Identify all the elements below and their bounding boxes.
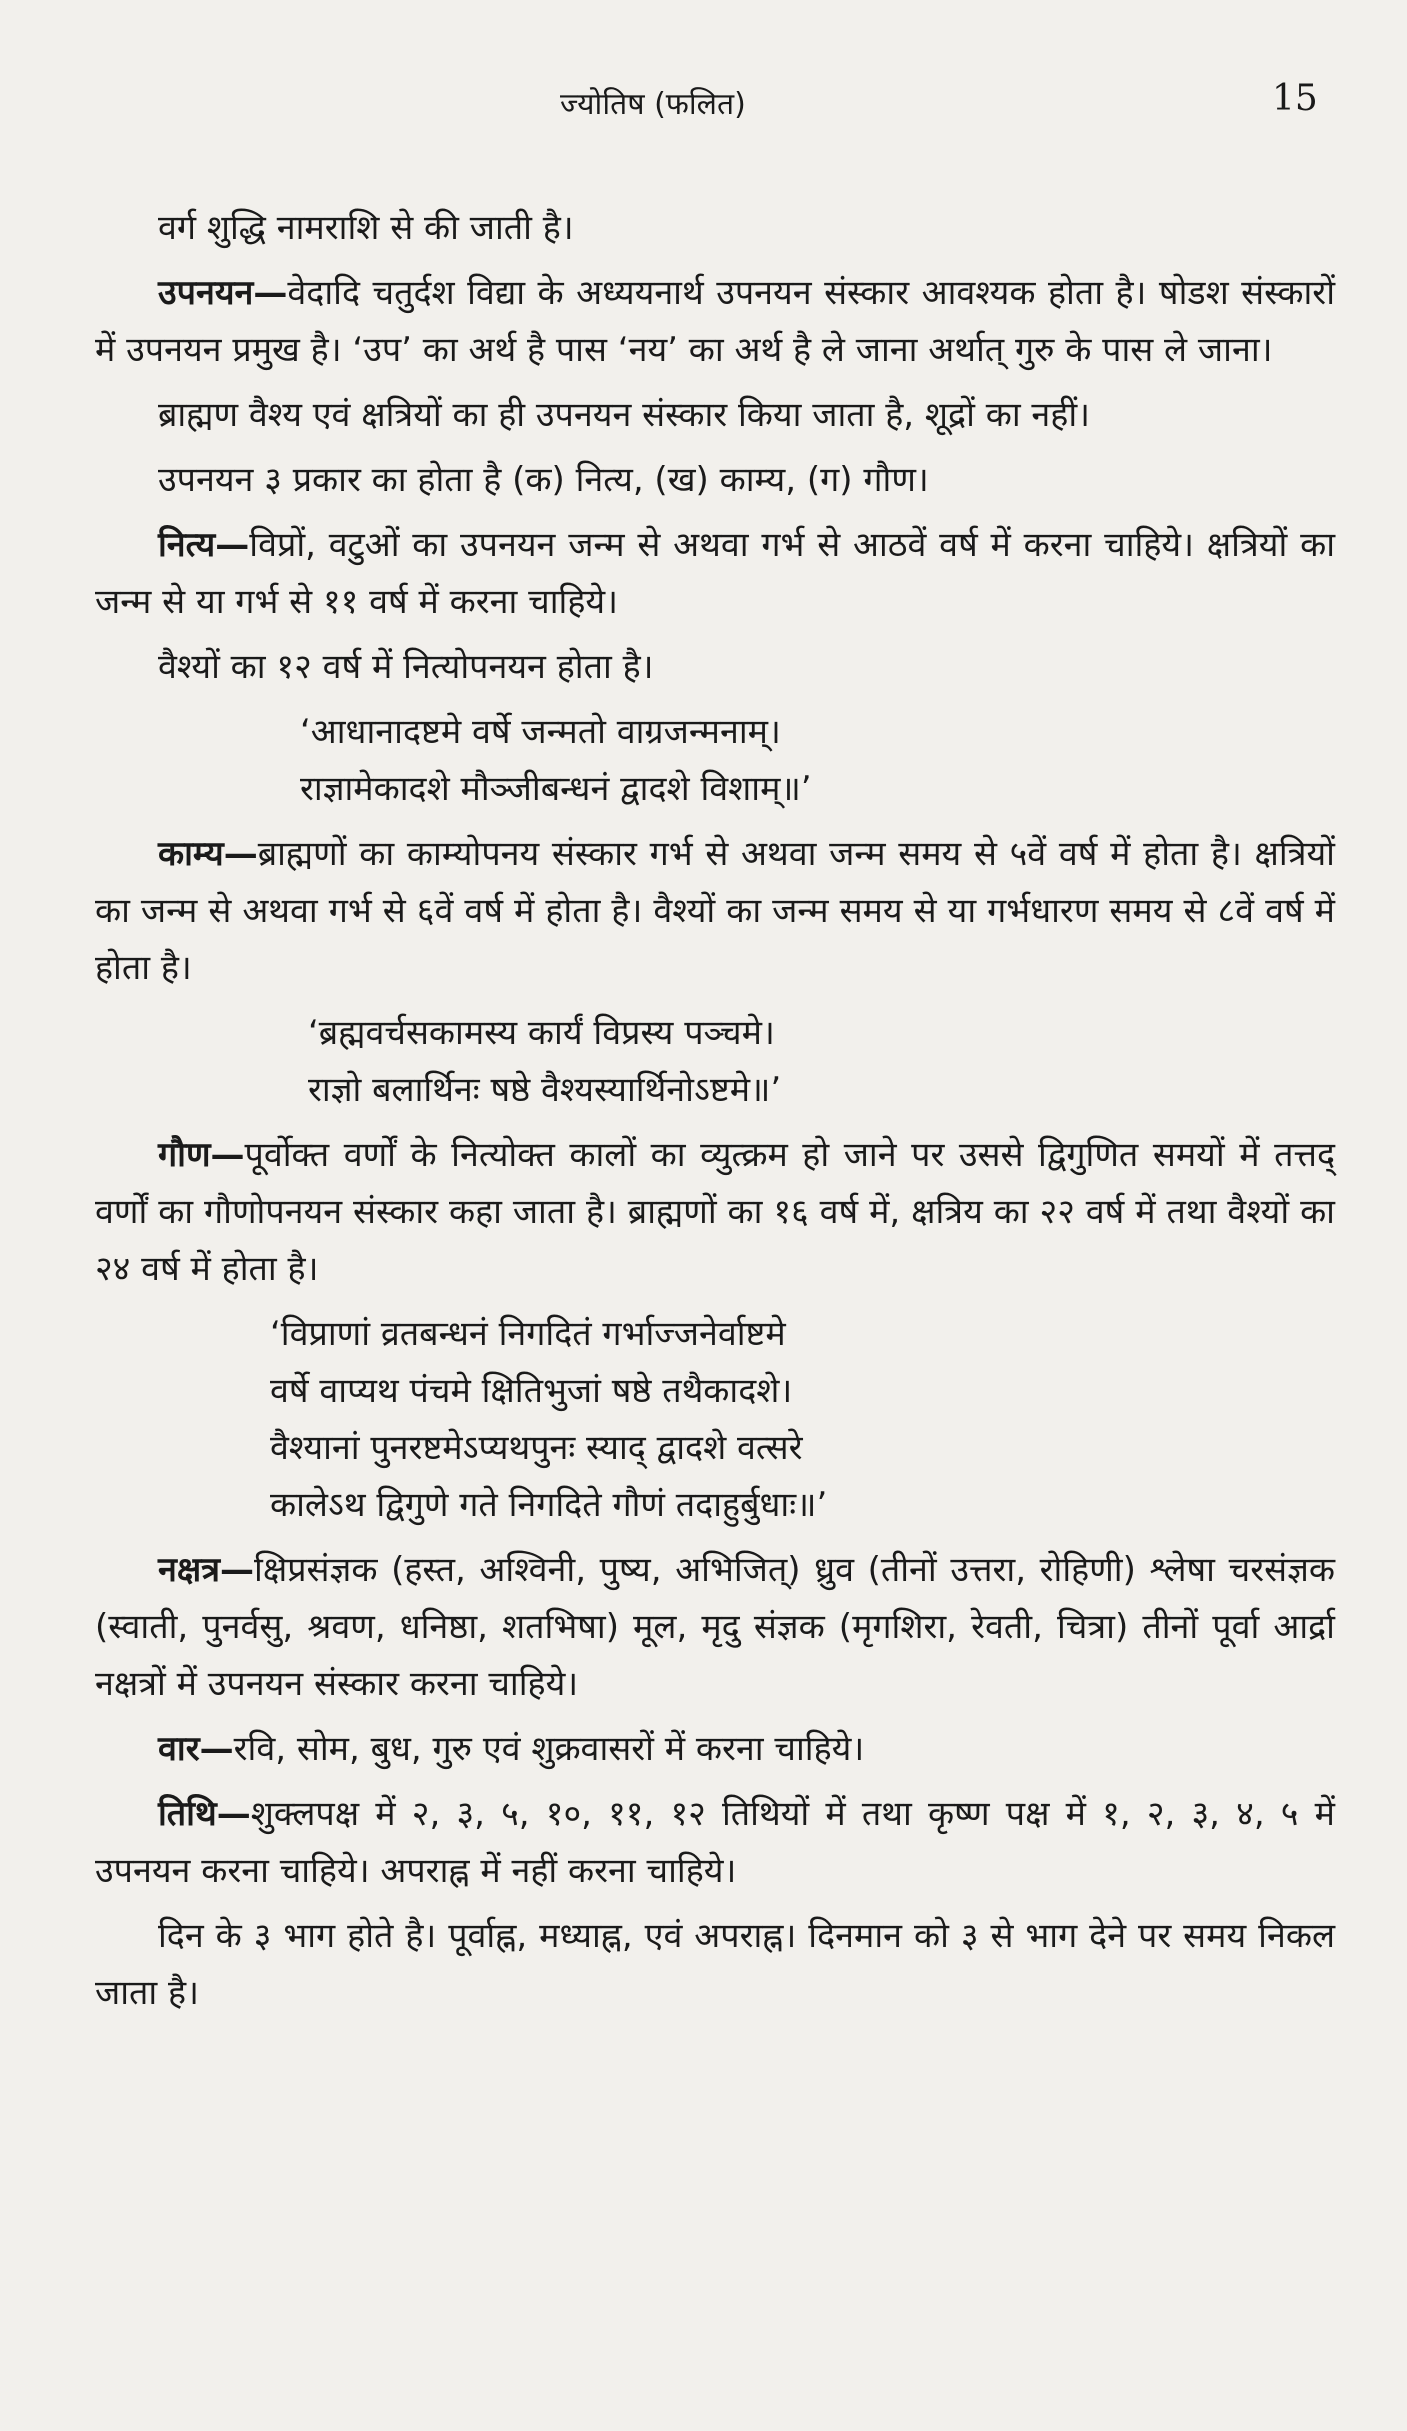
shloka-2-line-1: ‘ब्रह्मवर्चसकामस्य कार्यं विप्रस्य पञ्चमे। bbox=[308, 1013, 775, 1053]
paragraph-varga-shuddhi: वर्ग शुद्धि नामराशि से की जाती है। bbox=[158, 208, 574, 248]
shloka-1-line-1: ‘आधानादष्टमे वर्षे जन्मतो वाग्रजन्मनाम्। bbox=[300, 712, 781, 752]
text-vaar: रवि, सोम, बुध, गुरु एवं शुक्रवासरों में करना चाहिये। bbox=[233, 1729, 865, 1769]
paragraph-vaar bbox=[95, 1721, 1335, 1778]
page-body bbox=[95, 200, 1335, 2030]
shloka-2 bbox=[95, 1005, 1335, 1119]
text-gauna: पूर्वोक्त वर्णों के नित्योक्त कालों का व्युत्क्रम हो जाने पर उससे द्विगुणित समयों में तत्तद् वर्णों का गौणोपनयन संस्कार कहा जाता है। ब्राह्मणों का १६ वर्ष में, क्षत्रिय का २२ वर्ष में तथा वैश्यों का २४ वर्ष में होता है। bbox=[95, 1135, 1335, 1289]
shloka-2-line-2: राज्ञो बलार्थिनः षष्ठे वैश्यस्यार्थिनोऽष्टमे॥’ bbox=[308, 1070, 782, 1110]
paragraph-upanayan bbox=[95, 265, 1335, 379]
heading-upanayan: उपनयन— bbox=[158, 273, 288, 313]
paragraph-vaishya-nitya: वैश्यों का १२ वर्ष में नित्योपनयन होता है। bbox=[158, 647, 654, 687]
shloka-3-line-2: वर्षे वाप्यथ पंचमे क्षितिभुजां षष्ठे तथैकादशे। bbox=[270, 1371, 793, 1411]
heading-vaar: वार— bbox=[158, 1729, 234, 1769]
text-nitya: विप्रों, वटुओं का उपनयन जन्म से अथवा गर्भ से आठवें वर्ष में करना चाहिये। क्षत्रियों का जन्म से या गर्भ से ११ वर्ष में करना चाहिये। bbox=[95, 525, 1335, 622]
text-kamya: ब्राह्मणों का काम्योपनय संस्कार गर्भ से अथवा जन्म समय से ५वें वर्ष में होता है। क्षत्रियों का जन्म से अथवा गर्भ से ६वें वर्ष में होता है। वैश्यों का जन्म समय से या गर्भधारण समय से ८वें वर्ष में होता है। bbox=[95, 834, 1335, 988]
text-nakshatra: क्षिप्रसंज्ञक (हस्त, अश्विनी, पुष्य, अभिजित्) ध्रुव (तीनों उत्तरा, रोहिणी) श्लेषा चरसंज्ञक (स्वाती, पुनर्वसु, श्रवण, धनिष्ठा, शतभिषा) मूल, मृदु संज्ञक (मृगशिरा, रेवती, चित्रा) तीनों पूर्वा आर्द्रा नक्षत्रों में उपनयन संस्कार करना चाहिये। bbox=[95, 1550, 1335, 1704]
text-upanayan: वेदादि चतुर्दश विद्या के अध्ययनार्थ उपनयन संस्कार आवश्यक होता है। षोडश संस्कारों में उपनयन प्रमुख है। ‘उप’ का अर्थ है पास ‘नय’ का अर्थ है ले जाना अर्थात् गुरु के पास ले जाना। bbox=[95, 273, 1336, 370]
heading-tithi: तिथि— bbox=[158, 1794, 251, 1834]
shloka-1-line-2: राज्ञामेकादशे मौञ्जीबन्धनं द्वादशे विशाम्॥’ bbox=[300, 769, 812, 809]
paragraph-nakshatra bbox=[95, 1542, 1335, 1713]
text-tithi: शुक्लपक्ष में २, ३, ५, १०, ११, १२ तिथियों में तथा कृष्ण पक्ष में १, २, ३, ४, ५ में उपनयन करना चाहिये। अपराह्न में नहीं करना चाहिये। bbox=[95, 1794, 1335, 1891]
page-number: 15 bbox=[1272, 78, 1318, 119]
paragraph-tithi bbox=[95, 1786, 1335, 1900]
heading-kamya: काम्य— bbox=[158, 834, 258, 874]
paragraph-eligible-varnas: ब्राह्मण वैश्य एवं क्षत्रियों का ही उपनयन संस्कार किया जाता है, शूद्रों का नहीं। bbox=[158, 395, 1091, 435]
running-header bbox=[0, 78, 1407, 132]
paragraph-three-types: उपनयन ३ प्रकार का होता है (क) नित्य, (ख) काम्य, (ग) गौण। bbox=[158, 460, 929, 500]
shloka-1 bbox=[95, 704, 1335, 818]
shloka-3-line-4: कालेऽथ द्विगुणे गते निगदिते गौणं तदाहुर्बुधाः॥’ bbox=[270, 1485, 828, 1525]
running-title: ज्योतिष (फलित) bbox=[560, 87, 746, 122]
heading-nakshatra: नक्षत्र— bbox=[158, 1550, 255, 1590]
paragraph-kamya bbox=[95, 826, 1335, 997]
shloka-3-line-3: वैश्यानां पुनरष्टमेऽप्यथपुनः स्याद् द्वादशे वत्सरे bbox=[270, 1428, 803, 1468]
heading-gauna: गौण— bbox=[158, 1135, 245, 1175]
shloka-3 bbox=[95, 1306, 1335, 1534]
heading-nitya: नित्य— bbox=[158, 525, 250, 565]
shloka-3-line-1: ‘विप्राणां व्रतबन्धनं निगदितं गर्भाज्जनेर्वाष्टमे bbox=[270, 1314, 786, 1354]
paragraph-din-bhag: दिन के ३ भाग होते है। पूर्वाह्न, मध्याह्न, एवं अपराह्न। दिनमान को ३ से भाग देने पर समय निकल जाता है। bbox=[95, 1916, 1335, 2013]
paragraph-gauna bbox=[95, 1127, 1335, 1298]
paragraph-nitya bbox=[95, 517, 1335, 631]
